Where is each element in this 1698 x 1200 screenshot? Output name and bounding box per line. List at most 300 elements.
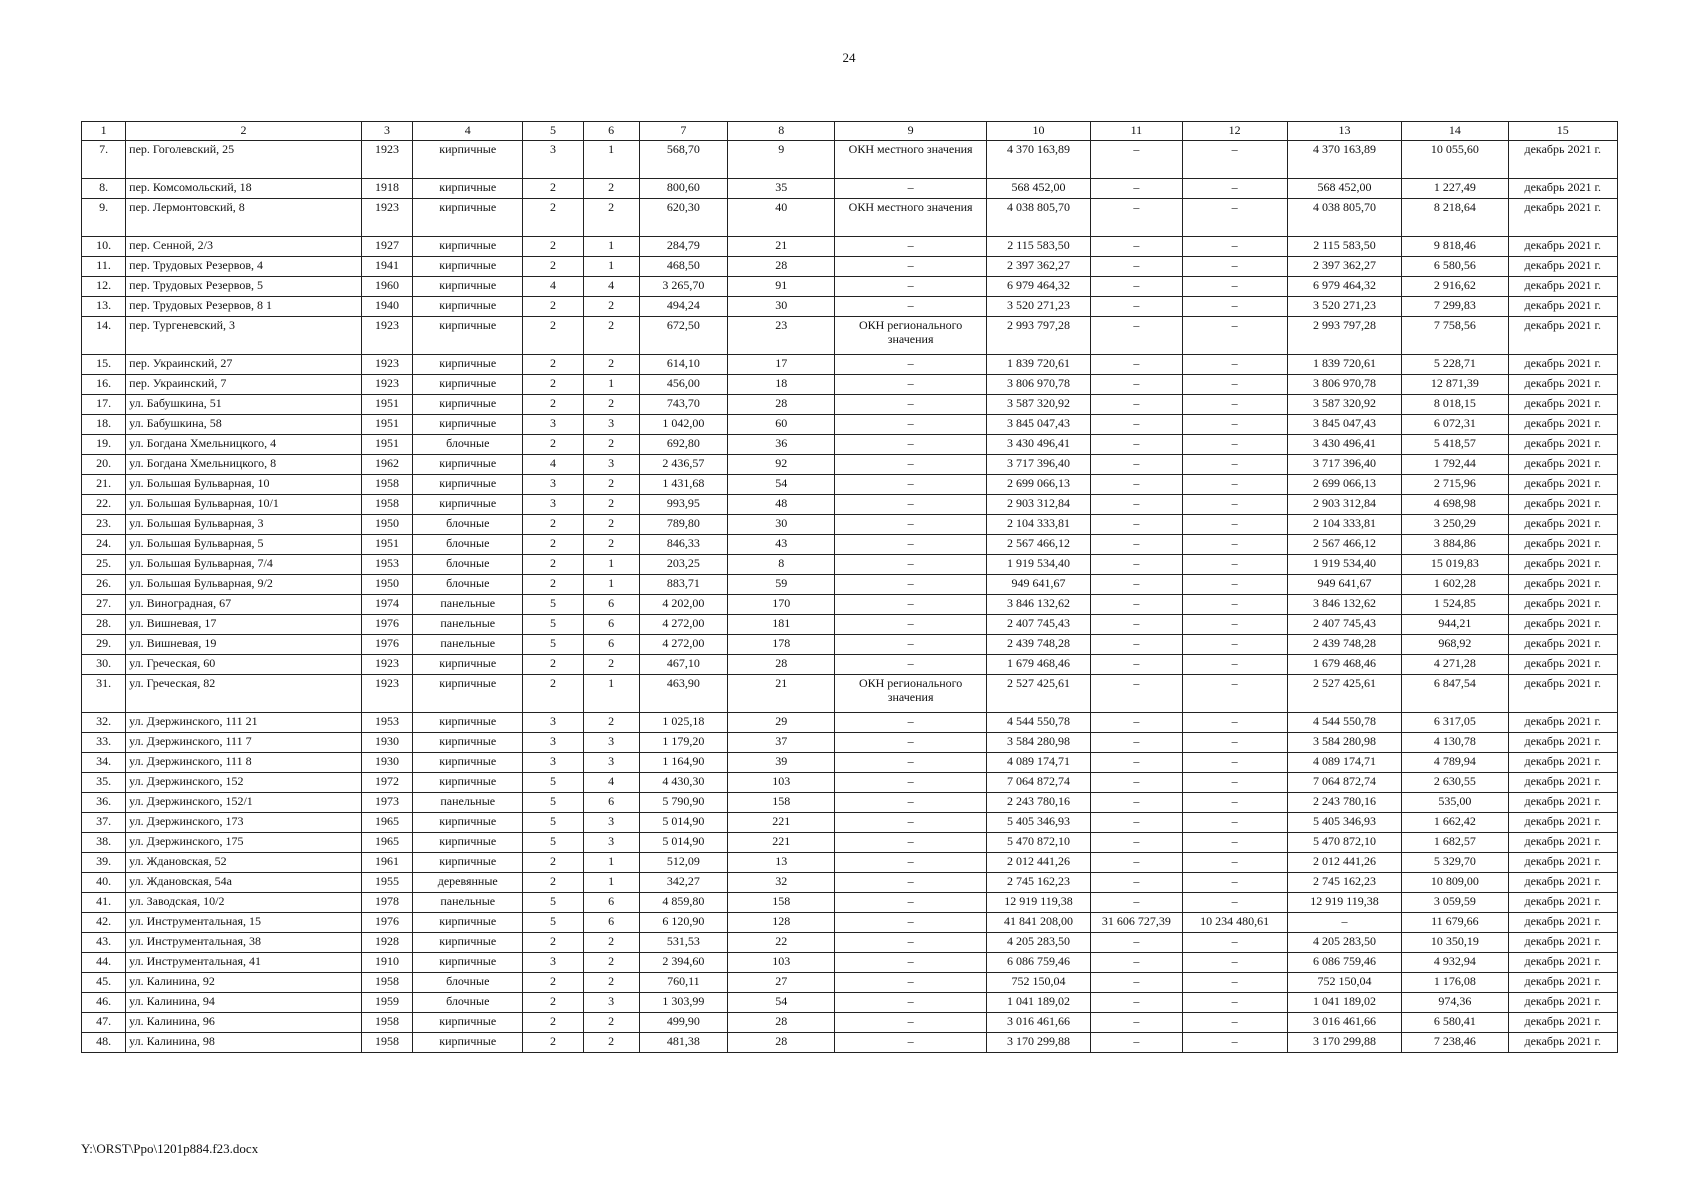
table-cell: пер. Трудовых Резервов, 8 1 xyxy=(126,297,362,317)
table-cell: – xyxy=(1182,753,1287,773)
table-cell: 9 818,46 xyxy=(1402,237,1508,257)
table-cell: 467,10 xyxy=(639,655,727,675)
table-cell: ул. Большая Бульварная, 9/2 xyxy=(126,575,362,595)
table-row xyxy=(82,257,1618,277)
table-cell: 4 859,80 xyxy=(639,893,727,913)
table-cell: 1928 xyxy=(361,933,412,953)
table-cell: 2 439 748,28 xyxy=(1287,635,1401,655)
table-cell: 39 xyxy=(728,753,835,773)
table-cell: 1976 xyxy=(361,615,412,635)
table-cell: 28 xyxy=(728,1033,835,1053)
table-cell: 2 745 162,23 xyxy=(1287,873,1401,893)
table-cell: ул. Богдана Хмельницкого, 8 xyxy=(126,455,362,475)
table-cell: 1927 xyxy=(361,237,412,257)
table-cell: 1 919 534,40 xyxy=(1287,555,1401,575)
table-cell: 949 641,67 xyxy=(986,575,1090,595)
table-cell: 1972 xyxy=(361,773,412,793)
table-cell: 1 xyxy=(583,675,639,713)
table-cell: 5 xyxy=(523,615,583,635)
table-cell: – xyxy=(1182,395,1287,415)
table-cell: 46. xyxy=(82,993,126,1013)
table-cell: – xyxy=(1091,455,1182,475)
table-cell: 2 xyxy=(583,475,639,495)
table-cell: 1976 xyxy=(361,635,412,655)
table-cell: 3 xyxy=(523,141,583,179)
table-cell: – xyxy=(1091,475,1182,495)
table-cell: 4 089 174,71 xyxy=(1287,753,1401,773)
table-cell: 1 042,00 xyxy=(639,415,727,435)
table-cell: 21 xyxy=(728,237,835,257)
table-cell: 54 xyxy=(728,993,835,1013)
table-cell: 1951 xyxy=(361,535,412,555)
table-cell: декабрь 2021 г. xyxy=(1508,933,1617,953)
table-cell: 19. xyxy=(82,435,126,455)
table-cell: 760,11 xyxy=(639,973,727,993)
table-cell: 1923 xyxy=(361,355,412,375)
table-cell: – xyxy=(1091,793,1182,813)
table-cell: 789,80 xyxy=(639,515,727,535)
table-cell: – xyxy=(1182,853,1287,873)
table-cell: 2 xyxy=(523,675,583,713)
table-cell: 535,00 xyxy=(1402,793,1508,813)
table-cell: 1918 xyxy=(361,179,412,199)
table-cell: 37 xyxy=(728,733,835,753)
table-cell: 1965 xyxy=(361,833,412,853)
table-cell: – xyxy=(1182,953,1287,973)
table-cell: – xyxy=(835,873,986,893)
table-cell: – xyxy=(835,793,986,813)
table-cell: – xyxy=(1091,515,1182,535)
table-cell: 1940 xyxy=(361,297,412,317)
table-cell: кирпичные xyxy=(413,297,523,317)
table-cell: – xyxy=(835,733,986,753)
table-cell: кирпичные xyxy=(413,1033,523,1053)
table-cell: 1910 xyxy=(361,953,412,973)
table-cell: блочные xyxy=(413,973,523,993)
table-cell: 14. xyxy=(82,317,126,355)
table-cell: декабрь 2021 г. xyxy=(1508,635,1617,655)
table-cell: 2 012 441,26 xyxy=(986,853,1090,873)
table-cell: 3 xyxy=(523,953,583,973)
table-row xyxy=(82,515,1618,535)
table-cell: 1950 xyxy=(361,575,412,595)
table-cell: – xyxy=(835,455,986,475)
table-cell: – xyxy=(1182,435,1287,455)
table-cell: 2 715,96 xyxy=(1402,475,1508,495)
table-cell: ул. Дзержинского, 173 xyxy=(126,813,362,833)
table-cell: 3 xyxy=(583,833,639,853)
table-cell: декабрь 2021 г. xyxy=(1508,535,1617,555)
column-number-row xyxy=(82,122,1618,141)
table-cell: – xyxy=(835,773,986,793)
table-cell: декабрь 2021 г. xyxy=(1508,675,1617,713)
table-cell: 9. xyxy=(82,199,126,237)
table-cell: 2 xyxy=(583,713,639,733)
table-cell: 1962 xyxy=(361,455,412,475)
table-cell: – xyxy=(1182,535,1287,555)
table-cell: – xyxy=(835,495,986,515)
table-cell: 949 641,67 xyxy=(1287,575,1401,595)
table-cell: – xyxy=(835,257,986,277)
table-cell: 2 xyxy=(583,435,639,455)
table-cell: панельные xyxy=(413,615,523,635)
table-cell: 1 xyxy=(583,375,639,395)
table-cell: 2 xyxy=(523,297,583,317)
table-cell: 5 405 346,93 xyxy=(1287,813,1401,833)
table-cell: 1960 xyxy=(361,277,412,297)
table-row xyxy=(82,535,1618,555)
table-cell: 33. xyxy=(82,733,126,753)
table-cell: – xyxy=(1287,913,1401,933)
table-cell: 2 527 425,61 xyxy=(1287,675,1401,713)
table-cell: 5 014,90 xyxy=(639,813,727,833)
table-cell: – xyxy=(835,277,986,297)
table-cell: 2 104 333,81 xyxy=(986,515,1090,535)
table-cell: 8 218,64 xyxy=(1402,199,1508,237)
table-cell: 4 271,28 xyxy=(1402,655,1508,675)
table-cell: 38. xyxy=(82,833,126,853)
table-cell: 468,50 xyxy=(639,257,727,277)
table-cell: 2 104 333,81 xyxy=(1287,515,1401,535)
column-header: 7 xyxy=(639,122,727,141)
table-cell: 2 xyxy=(523,435,583,455)
table-cell: – xyxy=(1182,813,1287,833)
table-cell: 2 xyxy=(523,555,583,575)
table-cell: – xyxy=(1091,141,1182,179)
table-cell: 620,30 xyxy=(639,199,727,237)
table-cell: 22. xyxy=(82,495,126,515)
table-cell: 3 806 970,78 xyxy=(986,375,1090,395)
table-cell: 44. xyxy=(82,953,126,973)
table-row xyxy=(82,495,1618,515)
table-cell: 1 xyxy=(583,873,639,893)
table-cell: 13 xyxy=(728,853,835,873)
table-cell: – xyxy=(1091,179,1182,199)
table-cell: блочные xyxy=(413,535,523,555)
table-row xyxy=(82,893,1618,913)
table-cell: 6 847,54 xyxy=(1402,675,1508,713)
table-cell: 6 086 759,46 xyxy=(986,953,1090,973)
table-cell: 25. xyxy=(82,555,126,575)
table-cell: 1976 xyxy=(361,913,412,933)
table-cell: – xyxy=(1091,535,1182,555)
table-cell: 4 038 805,70 xyxy=(1287,199,1401,237)
table-cell: 10 350,19 xyxy=(1402,933,1508,953)
table-cell: 5 470 872,10 xyxy=(986,833,1090,853)
table-cell: – xyxy=(1182,415,1287,435)
table-cell: кирпичные xyxy=(413,475,523,495)
table-cell: 21 xyxy=(728,675,835,713)
table-cell: ул. Бабушкина, 51 xyxy=(126,395,362,415)
table-cell: 103 xyxy=(728,773,835,793)
table-cell: 28 xyxy=(728,395,835,415)
table-cell: 5 xyxy=(523,635,583,655)
table-cell: – xyxy=(1091,773,1182,793)
table-cell: кирпичные xyxy=(413,833,523,853)
table-cell: кирпичные xyxy=(413,1013,523,1033)
table-cell: декабрь 2021 г. xyxy=(1508,713,1617,733)
table-cell: – xyxy=(835,893,986,913)
table-cell: 692,80 xyxy=(639,435,727,455)
table-cell: 42. xyxy=(82,913,126,933)
table-row xyxy=(82,675,1618,713)
column-header: 14 xyxy=(1402,122,1508,141)
table-cell: 1958 xyxy=(361,475,412,495)
table-cell: 1953 xyxy=(361,555,412,575)
table-cell: 752 150,04 xyxy=(986,973,1090,993)
table-cell: – xyxy=(1182,455,1287,475)
table-cell: пер. Тургеневский, 3 xyxy=(126,317,362,355)
table-cell: 2 xyxy=(523,515,583,535)
table-cell: – xyxy=(835,853,986,873)
table-cell: декабрь 2021 г. xyxy=(1508,297,1617,317)
table-cell: – xyxy=(1182,733,1287,753)
table-cell: 2 903 312,84 xyxy=(986,495,1090,515)
table-cell: 2 xyxy=(523,237,583,257)
table-cell: – xyxy=(1091,635,1182,655)
table-cell: 45. xyxy=(82,973,126,993)
table-cell: – xyxy=(1182,713,1287,733)
table-cell: деревянные xyxy=(413,873,523,893)
table-cell: 4 430,30 xyxy=(639,773,727,793)
table-cell: 40 xyxy=(728,199,835,237)
table-cell: – xyxy=(1091,893,1182,913)
table-cell: 3 xyxy=(583,733,639,753)
table-cell: 11 679,66 xyxy=(1402,913,1508,933)
table-cell: блочные xyxy=(413,435,523,455)
table-cell: ОКН местного значения xyxy=(835,199,986,237)
table-cell: – xyxy=(1182,1033,1287,1053)
table-cell: 5 xyxy=(523,893,583,913)
table-cell: – xyxy=(835,753,986,773)
table-cell: 1 662,42 xyxy=(1402,813,1508,833)
table-cell: 1965 xyxy=(361,813,412,833)
table-cell: ОКН регионального значения xyxy=(835,317,986,355)
table-cell: кирпичные xyxy=(413,257,523,277)
table-cell: – xyxy=(1091,237,1182,257)
table-cell: 5 418,57 xyxy=(1402,435,1508,455)
table-cell: 3 xyxy=(523,753,583,773)
table-cell: – xyxy=(835,297,986,317)
table-cell: ул. Большая Бульварная, 3 xyxy=(126,515,362,535)
table-cell: 3 520 271,23 xyxy=(1287,297,1401,317)
table-cell: 568 452,00 xyxy=(1287,179,1401,199)
table-cell: 1951 xyxy=(361,395,412,415)
table-cell: 2 916,62 xyxy=(1402,277,1508,297)
table-cell: 4 xyxy=(523,455,583,475)
table-cell: 2 xyxy=(523,873,583,893)
table-row xyxy=(82,993,1618,1013)
table-cell: ул. Дзержинского, 111 21 xyxy=(126,713,362,733)
table-row xyxy=(82,655,1618,675)
table-cell: ОКН регионального значения xyxy=(835,675,986,713)
table-cell: – xyxy=(1182,375,1287,395)
table-cell: кирпичные xyxy=(413,713,523,733)
table-cell: 6 xyxy=(583,893,639,913)
table-cell: декабрь 2021 г. xyxy=(1508,993,1617,1013)
table-cell: 1923 xyxy=(361,675,412,713)
table-cell: ул. Большая Бульварная, 5 xyxy=(126,535,362,555)
table-cell: 47. xyxy=(82,1013,126,1033)
table-cell: 37. xyxy=(82,813,126,833)
table-cell: 2 439 748,28 xyxy=(986,635,1090,655)
table-cell: – xyxy=(1091,435,1182,455)
table-cell: 23 xyxy=(728,317,835,355)
table-cell: 2 243 780,16 xyxy=(986,793,1090,813)
table-cell: 2 745 162,23 xyxy=(986,873,1090,893)
table-cell: декабрь 2021 г. xyxy=(1508,355,1617,375)
table-cell: 1 524,85 xyxy=(1402,595,1508,615)
table-cell: – xyxy=(1091,575,1182,595)
table-cell: – xyxy=(835,1033,986,1053)
table-cell: – xyxy=(1182,893,1287,913)
table-cell: кирпичные xyxy=(413,179,523,199)
table-cell: декабрь 2021 г. xyxy=(1508,435,1617,455)
table-cell: – xyxy=(1182,141,1287,179)
table-cell: – xyxy=(1091,733,1182,753)
table-cell: 12. xyxy=(82,277,126,297)
table-cell: 6 xyxy=(583,595,639,615)
table-cell: 2 397 362,27 xyxy=(1287,257,1401,277)
table-cell: – xyxy=(1182,933,1287,953)
table-cell: – xyxy=(835,515,986,535)
table-cell: 221 xyxy=(728,833,835,853)
table-cell: 30. xyxy=(82,655,126,675)
table-cell: 2 xyxy=(523,355,583,375)
table-row xyxy=(82,713,1618,733)
table-cell: 974,36 xyxy=(1402,993,1508,1013)
column-header: 2 xyxy=(126,122,362,141)
table-cell: блочные xyxy=(413,575,523,595)
table-cell: 3 430 496,41 xyxy=(1287,435,1401,455)
table-cell: 1 164,90 xyxy=(639,753,727,773)
table-body xyxy=(82,141,1618,1053)
table-cell: 28 xyxy=(728,1013,835,1033)
table-cell: декабрь 2021 г. xyxy=(1508,475,1617,495)
table-cell: 2 xyxy=(523,535,583,555)
table-row xyxy=(82,615,1618,635)
table-cell: декабрь 2021 г. xyxy=(1508,141,1617,179)
table-row xyxy=(82,237,1618,257)
column-header: 3 xyxy=(361,122,412,141)
table-cell: 1961 xyxy=(361,853,412,873)
table-cell: – xyxy=(1182,199,1287,237)
table-cell: 3 xyxy=(523,475,583,495)
table-cell: 2 567 466,12 xyxy=(986,535,1090,555)
table-cell: кирпичные xyxy=(413,317,523,355)
table-cell: 342,27 xyxy=(639,873,727,893)
table-cell: 60 xyxy=(728,415,835,435)
table-cell: 463,90 xyxy=(639,675,727,713)
table-cell: 494,24 xyxy=(639,297,727,317)
table-cell: – xyxy=(1182,993,1287,1013)
table-cell: 1 xyxy=(583,575,639,595)
table-cell: 1930 xyxy=(361,753,412,773)
table-cell: декабрь 2021 г. xyxy=(1508,257,1617,277)
table-cell: 2 xyxy=(583,655,639,675)
table-cell: 54 xyxy=(728,475,835,495)
table-cell: 27 xyxy=(728,973,835,993)
buildings-table xyxy=(81,121,1618,1053)
table-cell: 5 xyxy=(523,913,583,933)
table-cell: 3 xyxy=(523,495,583,515)
table-cell: 3 xyxy=(583,753,639,773)
table-cell: 29. xyxy=(82,635,126,655)
column-header: 10 xyxy=(986,122,1090,141)
table-row xyxy=(82,475,1618,495)
table-cell: 2 993 797,28 xyxy=(986,317,1090,355)
table-cell: 7 299,83 xyxy=(1402,297,1508,317)
table-row xyxy=(82,555,1618,575)
table-cell: – xyxy=(1182,793,1287,813)
table-cell: 31 606 727,39 xyxy=(1091,913,1182,933)
table-cell: 2 394,60 xyxy=(639,953,727,973)
table-cell: 2 xyxy=(523,655,583,675)
table-row xyxy=(82,395,1618,415)
table-cell: декабрь 2021 г. xyxy=(1508,375,1617,395)
table-cell: 1 431,68 xyxy=(639,475,727,495)
table-cell: 17. xyxy=(82,395,126,415)
table-cell: 91 xyxy=(728,277,835,297)
table-cell: – xyxy=(1091,395,1182,415)
table-cell: 1951 xyxy=(361,415,412,435)
table-cell: декабрь 2021 г. xyxy=(1508,1013,1617,1033)
table-cell: – xyxy=(835,615,986,635)
table-cell: 1 176,08 xyxy=(1402,973,1508,993)
table-cell: 5 405 346,93 xyxy=(986,813,1090,833)
table-cell: декабрь 2021 г. xyxy=(1508,793,1617,813)
table-cell: – xyxy=(1182,615,1287,635)
table-cell: 4 544 550,78 xyxy=(1287,713,1401,733)
table-cell: – xyxy=(835,953,986,973)
table-cell: 10 234 480,61 xyxy=(1182,913,1287,933)
table-row xyxy=(82,435,1618,455)
table-row xyxy=(82,595,1618,615)
table-cell: 5 470 872,10 xyxy=(1287,833,1401,853)
table-row xyxy=(82,199,1618,237)
table-cell: ул. Ждановская, 54а xyxy=(126,873,362,893)
table-cell: 4 205 283,50 xyxy=(986,933,1090,953)
table-cell: ул. Греческая, 82 xyxy=(126,675,362,713)
table-row xyxy=(82,953,1618,973)
table-cell: ул. Калинина, 96 xyxy=(126,1013,362,1033)
table-cell: 2 xyxy=(523,853,583,873)
table-cell: 1 xyxy=(583,141,639,179)
table-cell: ул. Большая Бульварная, 7/4 xyxy=(126,555,362,575)
table-cell: 5 329,70 xyxy=(1402,853,1508,873)
table-cell: – xyxy=(835,635,986,655)
table-cell: – xyxy=(1091,953,1182,973)
table-cell: 1923 xyxy=(361,655,412,675)
table-cell: 6 979 464,32 xyxy=(1287,277,1401,297)
table-cell: – xyxy=(1182,495,1287,515)
table-cell: 800,60 xyxy=(639,179,727,199)
column-header: 13 xyxy=(1287,122,1401,141)
table-cell: 531,53 xyxy=(639,933,727,953)
table-cell: – xyxy=(1182,179,1287,199)
table-row xyxy=(82,873,1618,893)
table-cell: 178 xyxy=(728,635,835,655)
table-row xyxy=(82,455,1618,475)
table-cell: 11. xyxy=(82,257,126,277)
table-cell: – xyxy=(835,713,986,733)
table-cell: 1 919 534,40 xyxy=(986,555,1090,575)
table-cell: – xyxy=(1182,355,1287,375)
table-cell: 8 xyxy=(728,555,835,575)
table-cell: 2 xyxy=(523,375,583,395)
table-cell: – xyxy=(1091,277,1182,297)
table-cell: кирпичные xyxy=(413,395,523,415)
